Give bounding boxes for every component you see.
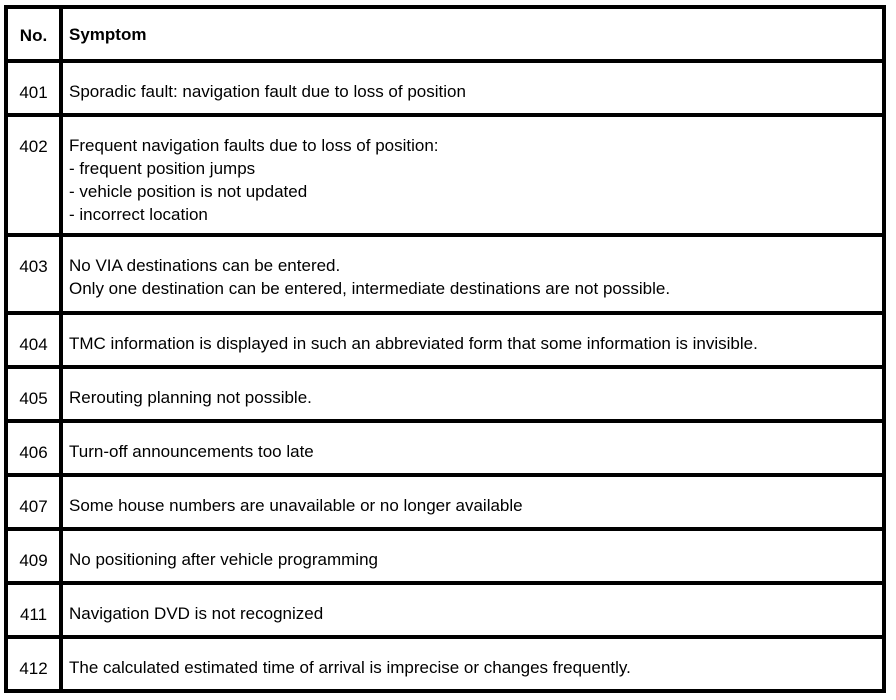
table-row bbox=[8, 531, 882, 585]
table-row bbox=[8, 315, 882, 369]
row-no: 412 bbox=[19, 659, 48, 678]
row-no: 404 bbox=[19, 335, 48, 354]
symptom-table bbox=[4, 5, 886, 693]
row-symptom: Some house numbers are unavailable or no longer available bbox=[69, 496, 523, 515]
row-no: 402 bbox=[19, 137, 48, 156]
row-symptom: Navigation DVD is not recognized bbox=[69, 604, 324, 623]
row-symptom: No VIA destinations can be entered. Only one destination can be entered, intermediate destinations are not possible. bbox=[69, 256, 671, 298]
row-no: 407 bbox=[19, 497, 48, 516]
row-symptom: Sporadic fault: navigation fault due to loss of position bbox=[69, 82, 466, 101]
table-row bbox=[8, 639, 882, 689]
row-no: 409 bbox=[19, 551, 48, 570]
row-symptom: Frequent navigation faults due to loss of position: - frequent position jumps - vehicle position is not updated - incorrect location bbox=[69, 136, 439, 224]
table-row bbox=[8, 117, 882, 237]
header-symptom: Symptom bbox=[69, 25, 147, 44]
table-row bbox=[8, 63, 882, 117]
table-row bbox=[8, 423, 882, 477]
row-no: 401 bbox=[19, 83, 48, 102]
table-row bbox=[8, 585, 882, 639]
row-no: 403 bbox=[19, 257, 48, 276]
row-no: 411 bbox=[19, 605, 48, 624]
row-symptom: Turn-off announcements too late bbox=[69, 442, 314, 461]
row-symptom: The calculated estimated time of arrival is imprecise or changes frequently. bbox=[69, 658, 631, 677]
row-no: 405 bbox=[19, 389, 48, 408]
row-symptom: TMC information is displayed in such an abbreviated form that some information is invisible. bbox=[69, 334, 758, 353]
table-header-row bbox=[8, 9, 882, 63]
header-no: No. bbox=[19, 26, 48, 45]
table-row bbox=[8, 369, 882, 423]
row-symptom: No positioning after vehicle programming bbox=[69, 550, 378, 569]
table-row bbox=[8, 237, 882, 315]
table-row bbox=[8, 477, 882, 531]
row-no: 406 bbox=[19, 443, 48, 462]
row-symptom: Rerouting planning not possible. bbox=[69, 388, 312, 407]
